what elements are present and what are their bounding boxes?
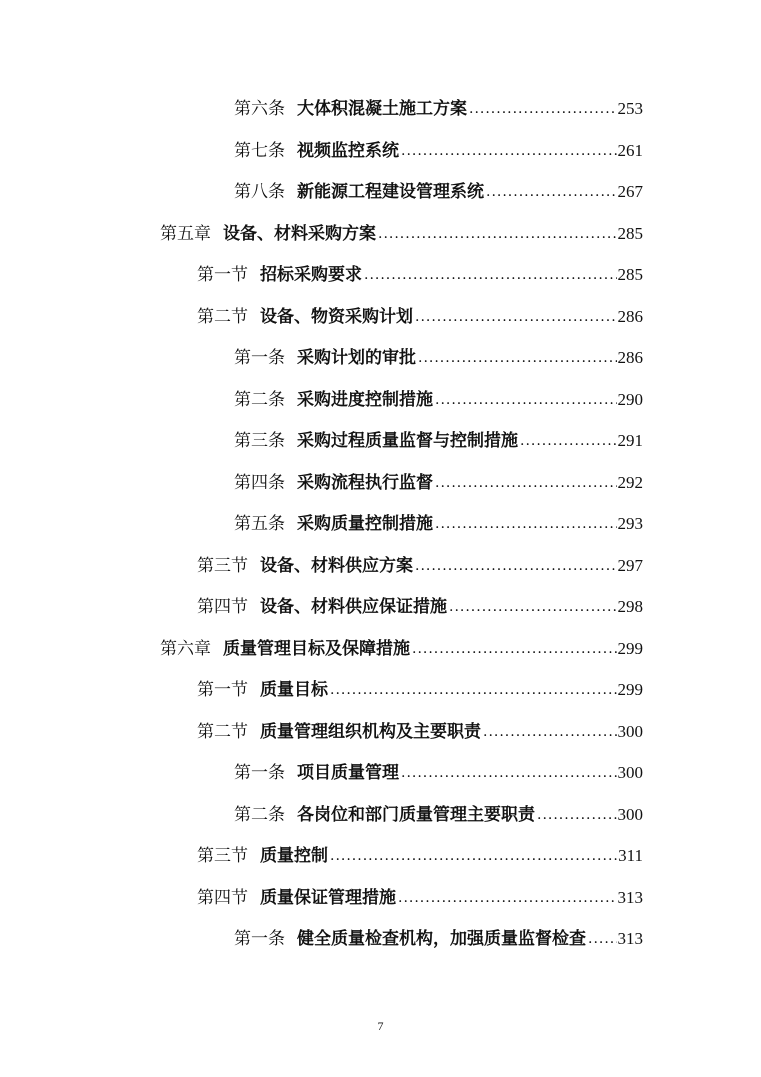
toc-entry[interactable] (197, 589, 643, 625)
toc-dot-leader (398, 880, 617, 916)
toc-dot-leader (412, 631, 617, 667)
toc-entry-page: 261 (617, 140, 643, 160)
toc-entry-number: 第七条 (234, 140, 285, 161)
toc-entry-title: 设备、材料供应保证措施 (260, 597, 447, 617)
toc-dot-leader (401, 755, 617, 791)
toc-entry-page: 300 (617, 763, 643, 782)
toc-entry-page: 253 (617, 99, 643, 118)
toc-entry[interactable] (160, 216, 643, 252)
toc-entry-number: 第四条 (234, 472, 285, 493)
toc-entry[interactable] (234, 382, 643, 418)
toc-entry-title: 新能源工程建设管理系统 (297, 182, 484, 202)
toc-entry[interactable] (234, 921, 643, 957)
toc-entry-number: 第六章 (160, 638, 211, 659)
toc-entry-page: 299 (617, 680, 643, 699)
toc-entry-title: 质量保证管理措施 (260, 887, 396, 908)
toc-entry[interactable] (234, 340, 643, 376)
toc-entry-title: 采购计划的审批 (297, 348, 416, 368)
toc-entry[interactable] (234, 465, 643, 501)
toc-entry-number: 第四节 (197, 887, 248, 908)
toc-entry-page: 300 (617, 721, 643, 741)
toc-entry-page: 285 (617, 265, 643, 284)
toc-entry-number: 第二节 (197, 306, 248, 327)
toc-entry-number: 第三节 (197, 555, 248, 576)
toc-dot-leader (378, 216, 617, 252)
toc-entry-number: 第二节 (197, 721, 248, 742)
toc-entry-title: 采购过程质量监督与控制措施 (297, 431, 518, 451)
toc-entry[interactable] (197, 257, 643, 293)
toc-entry-page: 311 (618, 846, 643, 865)
toc-entry-page: 300 (617, 804, 643, 824)
toc-entry-number: 第一条 (234, 929, 285, 949)
toc-entry[interactable] (234, 91, 643, 127)
toc-entry-page: 293 (617, 514, 643, 533)
toc-entry-title: 采购流程执行监督 (297, 472, 433, 493)
toc-entry-title: 质量目标 (260, 680, 328, 700)
toc-dot-leader (330, 838, 617, 874)
toc-entry[interactable] (234, 174, 643, 210)
toc-entry[interactable] (197, 548, 643, 584)
toc-dot-leader (486, 174, 617, 210)
toc-dot-leader (418, 340, 617, 376)
toc-entry-page: 285 (617, 223, 643, 243)
toc-entry-number: 第一条 (234, 763, 285, 783)
toc-entry-title: 采购质量控制措施 (297, 514, 433, 534)
toc-entry-page: 291 (617, 431, 643, 450)
toc-entry[interactable] (197, 714, 643, 750)
toc-dot-leader (435, 382, 617, 418)
toc-entry-title: 质量控制 (260, 846, 328, 866)
toc-entry-page: 286 (617, 306, 643, 326)
toc-dot-leader (415, 299, 617, 335)
toc-entry[interactable] (197, 672, 643, 708)
toc-entry-page: 313 (617, 887, 643, 907)
toc-entry[interactable] (234, 755, 643, 791)
toc-dot-leader (520, 423, 617, 459)
toc-entry-title: 招标采购要求 (260, 265, 362, 285)
toc-entry-page: 290 (617, 389, 643, 409)
toc-entry[interactable] (234, 133, 643, 169)
toc-entry-page: 298 (617, 597, 643, 616)
toc-dot-leader (330, 672, 617, 708)
toc-entry-number: 第二条 (234, 389, 285, 410)
toc-entry-title: 设备、材料供应方案 (260, 555, 413, 576)
toc-entry-number: 第三节 (197, 846, 248, 866)
toc-entry-page: 286 (617, 348, 643, 367)
toc-entry[interactable] (234, 797, 643, 833)
toc-dot-leader (401, 133, 617, 169)
toc-entry[interactable] (234, 506, 643, 542)
toc-dot-leader (435, 465, 617, 501)
toc-entry-number: 第一节 (197, 680, 248, 700)
toc-entry[interactable] (197, 880, 643, 916)
toc-entry-page: 299 (617, 638, 643, 658)
toc-entry[interactable] (197, 838, 643, 874)
toc-entry-title: 视频监控系统 (297, 140, 399, 161)
toc-entry-title: 质量管理目标及保障措施 (223, 638, 410, 659)
toc-entry-title: 项目质量管理 (297, 763, 399, 783)
toc-entry-title: 设备、材料采购方案 (223, 223, 376, 244)
toc-dot-leader (469, 91, 617, 127)
toc-entry-page: 267 (617, 182, 643, 201)
toc-entry-number: 第一条 (234, 348, 285, 368)
toc-dot-leader (483, 714, 617, 750)
toc-dot-leader (588, 921, 617, 957)
toc-entry-title: 采购进度控制措施 (297, 389, 433, 410)
page-number: 7 (377, 1019, 384, 1033)
toc-dot-leader (415, 548, 617, 584)
toc-entry-number: 第四节 (197, 597, 248, 617)
toc-dot-leader (449, 589, 617, 625)
toc-entry-title: 质量管理组织机构及主要职责 (260, 721, 481, 742)
toc-dot-leader (364, 257, 617, 293)
toc-entry[interactable] (234, 423, 643, 459)
toc-entry-title: 健全质量检查机构，加强质量监督检查 (297, 929, 586, 949)
toc-entry-title: 设备、物资采购计划 (260, 306, 413, 327)
toc-entry-title: 各岗位和部门质量管理主要职责 (297, 804, 535, 825)
toc-entry-number: 第五条 (234, 514, 285, 534)
toc-entry-number: 第三条 (234, 431, 285, 451)
toc-dot-leader (537, 797, 617, 833)
toc-entry-page: 292 (617, 472, 643, 492)
toc-entry-page: 313 (617, 929, 643, 948)
toc-dot-leader (435, 506, 617, 542)
toc-entry-number: 第二条 (234, 804, 285, 825)
toc-entry-number: 第一节 (197, 265, 248, 285)
toc-entry-number: 第五章 (160, 223, 211, 244)
toc-entry-title: 大体积混凝土施工方案 (297, 99, 467, 119)
toc-entry[interactable] (197, 299, 643, 335)
toc-entry-number: 第八条 (234, 182, 285, 202)
toc-entry-number: 第六条 (234, 99, 285, 119)
toc-entry[interactable] (160, 631, 643, 667)
toc-entry-page: 297 (617, 555, 643, 575)
